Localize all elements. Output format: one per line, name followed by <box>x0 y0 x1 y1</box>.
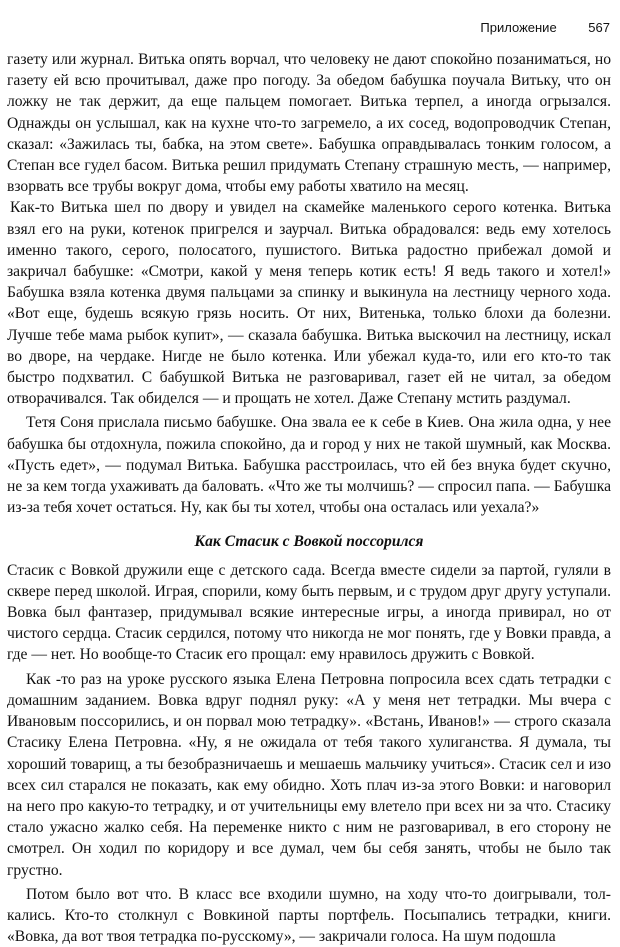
story-title: Как Стасик с Вовкой поссорился <box>194 533 424 551</box>
paragraph: Как -то раз на уроке русского языка Елена Петровна попросила всех сдать тетрадки с домашним заданием. Вовка вдруг поднял руку: «А у меня нет тетрадки. Мы вчера с Ивановым поссорились, и он порвал мою тетрадку». «Встань, Иванов!» — строго сказала Стасику Елена Петровна. «Ну, я не ожидала от тебя такого хулиганства. Я думала, ты хороший товарищ, а ты безобразничаешь и мешаешь мальчику учиться». Стасик сел и изо всех сил старался не показать, как ему обидно. Хоть плач из-за этого Вовки: и наговорил на него про какую-то тетрадку, и от учительницы ему влетело при всех ни за что. Стасику стало ужасно жалко себя. На переменке никто с ним не разговаривал, в его сторону не смотрел. Он ходил по коридору и все думал, чем бы себя занять, чтобы не было так грустно. <box>7 670 611 879</box>
page-number: 567 <box>588 20 610 35</box>
paragraph: Как-то Витька шел по двору и увидел на скамейке маленького серого котенка. Витька взял его на руки, котенок пригрелся и заурчал. Витька обрадовался: ведь ему хотелось именно такого, серого, полосатого, пушистого. Витька радостно прибежал домой и закричал бабушке: «Смотри, какой у меня теперь котик есть! Я ведь такого и хотел!» Бабушка взяла котенка двумя пальцами за спинку и выкинула на лестницу черного хода. «Вот еще, будешь всякую грязь носить. От них, Витенька, только блохи да болезни. Лучше тебе мама рыбок купит», — сказала бабушка. Витька выскочил на лестницу, искал во дворе, на чердаке. Нигде не было котенка. Или убежал куда-то, или его кто-то так быстро подхватил. С бабушкой Витька не разговаривал, газет ей не читал, за обедом отворачивался. Так обиделся — и прощать не хотел. Даже Степану мстить раздумал. <box>7 199 611 408</box>
running-header <box>480 20 610 36</box>
paragraph: Потом было вот что. В класс все входили шумно, на ходу что-то доигрывали, толкались. Кто-то столкнул с Вовкиной парты портфель. Посыпались тетрадки, книги. «Вовка, да вот твоя тетрадка по-русскому», — закричали голоса. На шум подошла <box>7 885 611 946</box>
paragraph: Стасик с Вовкой дружили еще с детского сада. Всегда вместе сидели за партой, гуляли в сквере перед школой. Играя, спорили, кому быть первым, и с трудом друг другу уступали. Вовка был фантазер, придумывал всякие интересные игры, а иногда привирал, но от чистого сердца. Стасик сердился, потому что никогда не мог понять, где у Вовки правда, а где — нет. Но вообще-то Стасик его прощал: ему нравилось дружить с Вовкой. <box>7 561 611 664</box>
section-name: Приложение <box>480 20 557 35</box>
body-text <box>7 49 611 947</box>
paragraph: Тетя Соня прислала письмо бабушке. Она звала ее к себе в Киев. Она жила одна, у нее бабушка бы отдохнула, пожила спокойно, да и город у них не такой шумный, как Москва. «Пусть едет», — подумал Витька. Бабушка расстроилась, что ей без внука будет скучно, не за кем тогда ухаживать да баловать. «Что же ты молчишь? — спросил папа. — Бабушка из-за тебя хочет остаться. Ну, как бы ты хотел, чтобы она осталась или уехала?» <box>7 414 611 517</box>
paragraph: газету или журнал. Витька опять ворчал, что человеку не дают спокойно позаниматься, но газету ей всю прочитывал, даже про погоду. За обедом бабушка поучала Витьку, что он ложку не так держит, да еще пальцем помогает. Витька терпел, а иногда огрызался. Однажды он услышал, как на кухне что-то загремело, а их сосед, водопроводчик Степан, сказал: «Зажилась ты, бабка, на этом свете». Бабушка оправдывалась тонким голосом, а Степан все гудел басом. Витька решил придумать Степану страшную месть, — например, взорвать все трубы вокруг дома, чтобы ему работы хватило на месяц. <box>7 51 611 196</box>
